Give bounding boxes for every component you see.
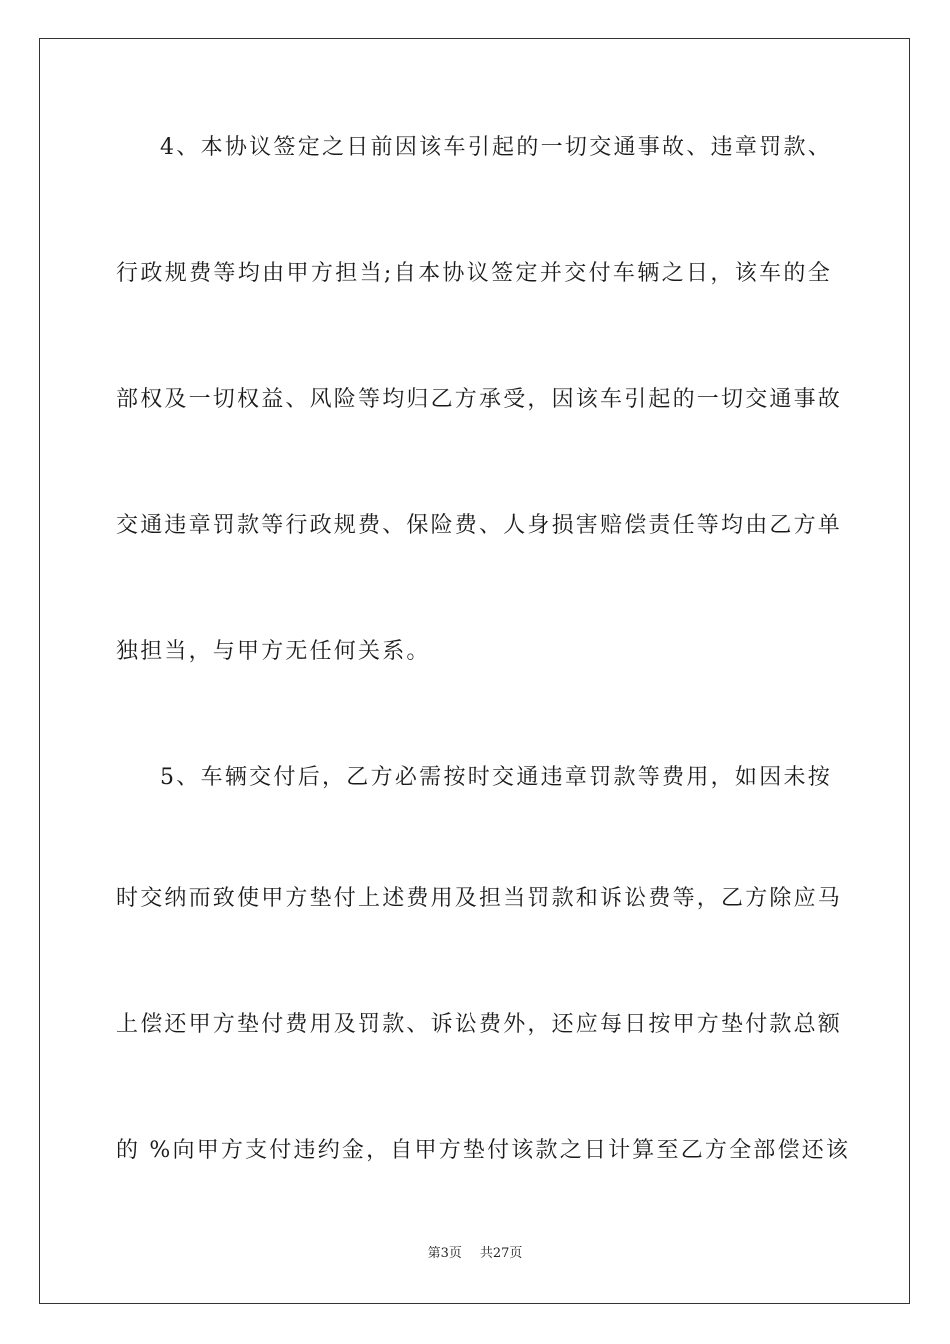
paragraph-5-line-2: 时交纳而致使甲方垫付上述费用及担当罚款和诉讼费等，乙方除应马	[116, 886, 843, 911]
paragraph-5-line-4: 的 %向甲方支付违约金，自甲方垫付该款之日计算至乙方全部偿还该	[116, 1138, 851, 1163]
paragraph-4-line-2: 行政规费等均由甲方担当;自本协议签定并交付车辆之日，该车的全	[116, 261, 832, 286]
paragraph-4-line-3: 部权及一切权益、风险等均归乙方承受，因该车引起的一切交通事故	[116, 387, 843, 412]
page-footer	[0, 1245, 950, 1263]
page-border	[39, 38, 910, 1304]
paragraph-4-line-1: 4、本协议签定之日前因该车引起的一切交通事故、违章罚款、	[160, 135, 832, 160]
page-total: 共27页	[479, 1246, 523, 1261]
paragraph-5-line-3: 上偿还甲方垫付费用及罚款、诉讼费外，还应每日按甲方垫付款总额	[116, 1012, 843, 1037]
paragraph-5-line-1: 5、车辆交付后，乙方必需按时交通违章罚款等费用，如因未按	[160, 765, 832, 790]
paragraph-4-line-5: 独担当，与甲方无任何关系。	[116, 639, 431, 664]
page-number: 第3页	[427, 1246, 462, 1261]
paragraph-4-line-4: 交通违章罚款等行政规费、保险费、人身损害赔偿责任等均由乙方单	[116, 513, 843, 538]
